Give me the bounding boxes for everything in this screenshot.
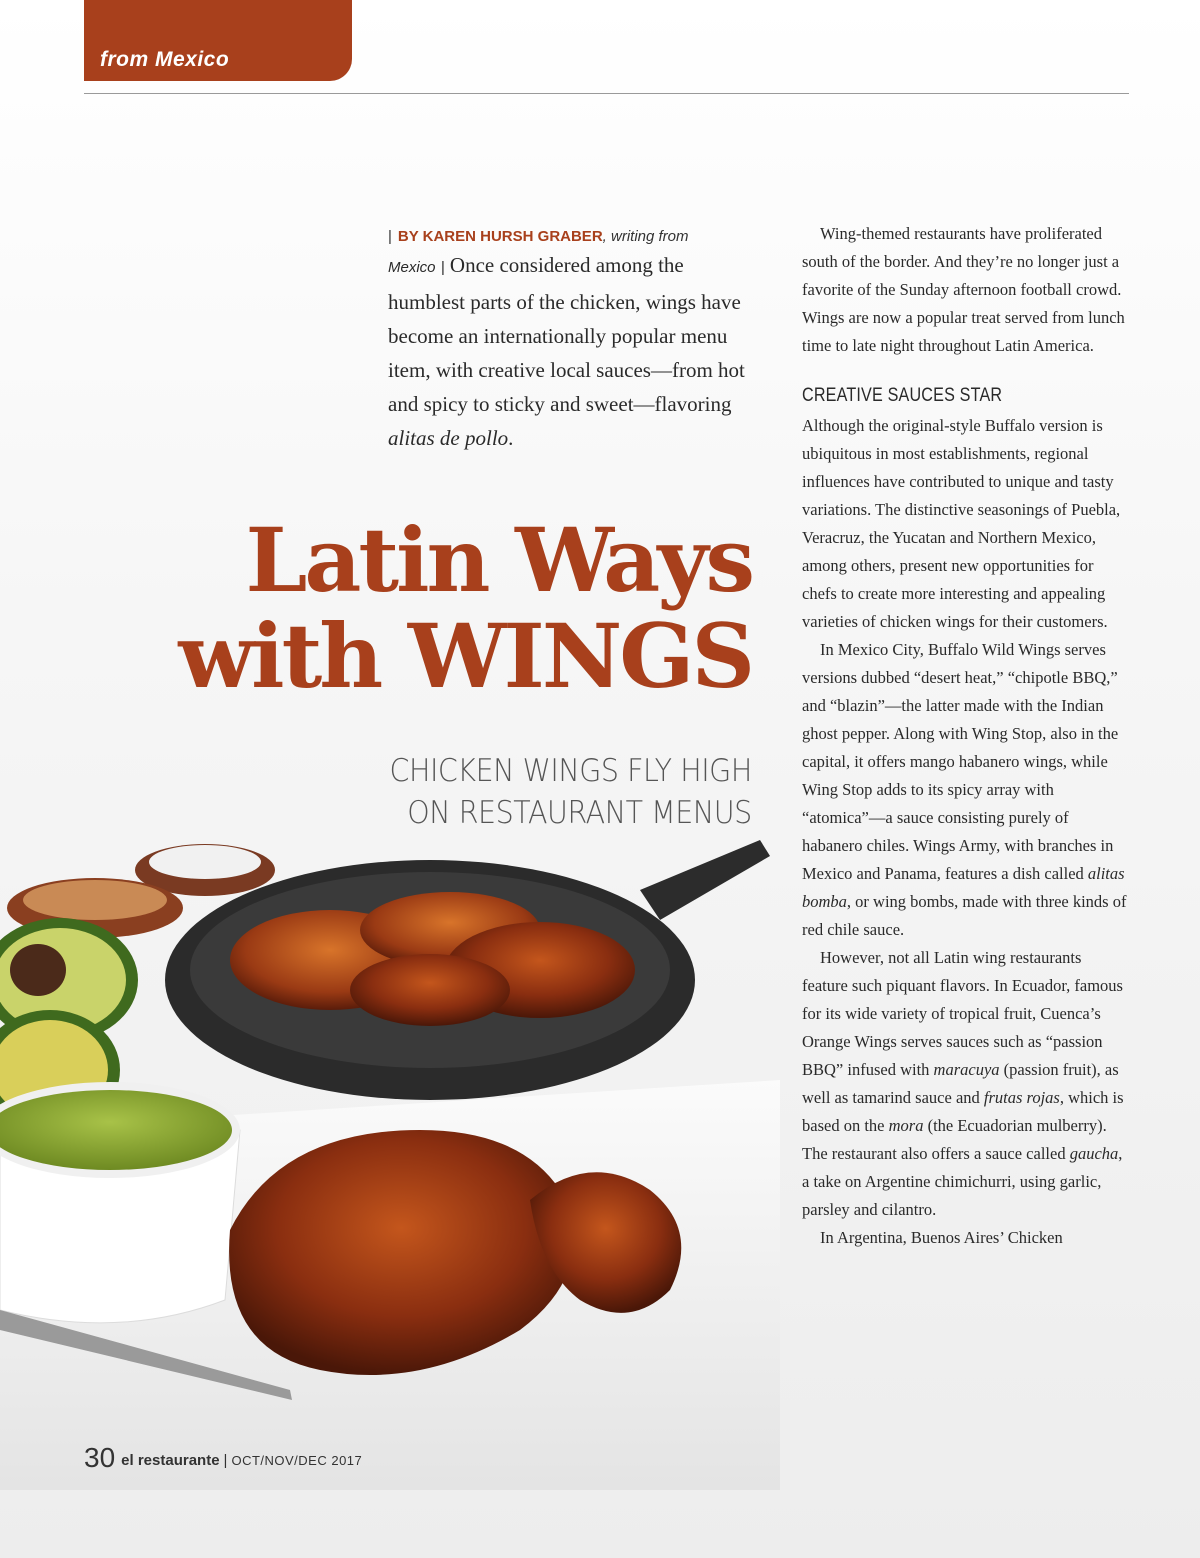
section-heading: CREATIVE SAUCES STAR (802, 385, 1003, 406)
chicken-wings-photo (0, 830, 780, 1490)
p3-text-a: In Mexico City, Buffalo Wild Wings serves versions dubbed “desert heat,” “chipotle BBQ,” and “blazin”—the latter made with the Indian ghost pepper. Along with Wing Stop, also in the capital, it offers mango habanero wings, while Wing Stop adds to its spicy array with “atomica”—a sauce consisting purely of habanero chiles. Wings Army, with branches in Mexico and Panama, features a dish called (802, 640, 1119, 883)
intro-block (388, 226, 760, 455)
subhead-line-2: ON RESTAURANT MENUS (407, 795, 752, 831)
issue-date: OCT/NOV/DEC 2017 (231, 1453, 363, 1468)
header-rule (84, 93, 1129, 94)
byline-writing-from: , writing from (602, 228, 689, 245)
footer-separator: | (223, 1452, 228, 1469)
byline-place: Mexico (388, 259, 436, 276)
intro-paragraph (388, 248, 760, 455)
p4-italic-4: gaucha (1069, 1144, 1119, 1163)
p3-text-b: , or wing bombs, made with three kinds of red chile sauce. (802, 892, 1127, 939)
intro-text-start: Once considered among the humblest parts of the chicken, wings have become an internationally popular menu item, with creative local sauces—from hot and spicy to sticky and sweet—flavoring (388, 253, 745, 416)
p3-italic: alitas bomba (802, 864, 1125, 911)
section-tab (84, 0, 352, 81)
headline-line-2: with WINGS (178, 604, 752, 708)
p4-italic-3: mora (888, 1116, 924, 1135)
p4-text-a: However, not all Latin wing restaurants feature such piquant flavors. In Ecuador, famous for its wide variety of tropical fruit, Cuenca’s Orange Wings serves sauces such as “passion BBQ” infused with (802, 948, 1123, 1079)
subhead (390, 750, 752, 834)
paragraph-5: In Argentina, Buenos Aires’ Chicken (820, 1228, 1063, 1247)
page-number: 30 (84, 1442, 116, 1473)
p4-text-d: (the Ecuadorian mulberry). The restaurant also offers a sauce called (802, 1116, 1107, 1163)
headline-line-1: Latin Ways (245, 508, 752, 612)
p4-text-e: , a take on Argentine chimichurri, using garlic, parsley and cilantro. (802, 1144, 1123, 1219)
p4-italic-2: frutas rojas (983, 1088, 1060, 1107)
page-footer (84, 1442, 362, 1474)
intro-text-end: . (508, 426, 514, 450)
intro-text-italic: alitas de pollo (388, 426, 509, 450)
byline (388, 226, 760, 248)
byline-bar-end: | (440, 259, 445, 276)
byline-author: BY KAREN HURSH GRABER (397, 228, 603, 245)
p4-text-c: , which is based on the (802, 1088, 1124, 1135)
p4-italic-1: maracuya (933, 1060, 1000, 1079)
paragraph-2: Although the original-style Buffalo version is ubiquitous in most establishments, regional influences have contributed to unique and tasty variations. The distinctive seasonings of Puebla, Veracruz, the Yucatan and Northern Mexico, among others, present new opportunities for chefs to create more interesting and appealing varieties of chicken wings for their customers. (802, 416, 1121, 631)
paragraph-1: Wing-themed restaurants have proliferated south of the border. And they’re no longer just a favorite of the Sunday afternoon football crowd. Wings are now a popular treat served from lunch time to late night throughout Latin America. (802, 224, 1125, 355)
paragraph-4 (802, 944, 1128, 1224)
subhead-line-1: CHICKEN WINGS FLY HIGH (389, 753, 752, 789)
p4-text-b: (passion fruit), as well as tamarind sauce and (802, 1060, 1119, 1107)
pan-handle (640, 840, 770, 920)
section-label: from Mexico (100, 48, 230, 71)
headline (178, 508, 752, 708)
byline-bar: | (388, 228, 392, 245)
paragraph-3 (802, 636, 1128, 944)
article-column (802, 220, 1128, 1252)
publication-name: el restaurante (121, 1452, 220, 1469)
